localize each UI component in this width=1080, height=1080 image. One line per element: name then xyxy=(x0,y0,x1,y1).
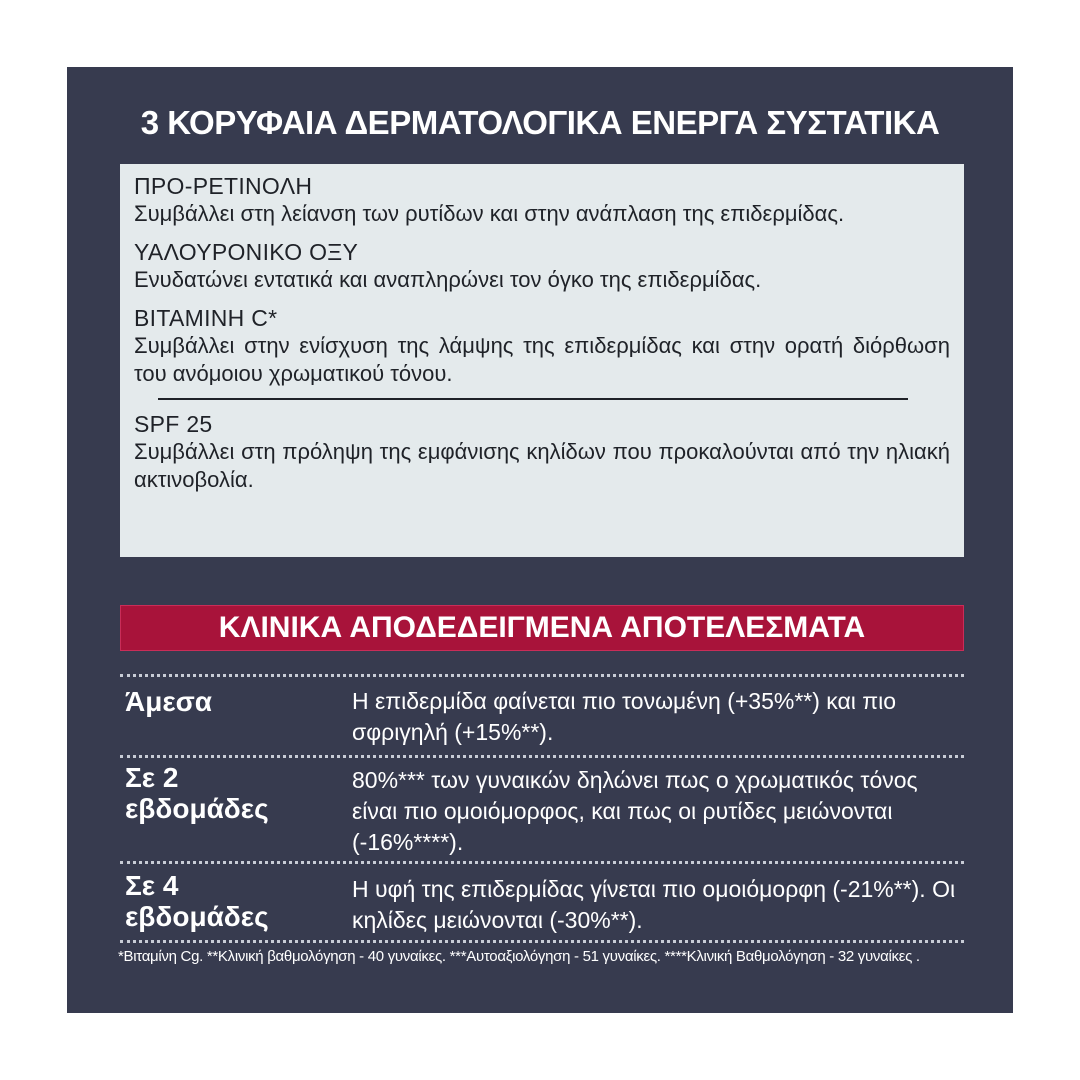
result-text: Η υφή της επιδερμίδας γίνεται πιο ομοιόμορφη (-21%**). Οι κηλίδες μειώνονται (-30%**). xyxy=(352,876,956,933)
ingredient-name: ΠΡΟ-ΡΕΤΙΝΟΛΗ xyxy=(134,173,313,199)
ingredient-item xyxy=(134,172,950,228)
ingredient-name: ΥΑΛΟΥΡΟΝΙΚΟ ΟΞΥ xyxy=(134,239,359,265)
results-banner: ΚΛΙΝΙΚΑ ΑΠΟΔΕΔΕΙΓΜΕΝΑ ΑΠΟΤΕΛΕΣΜΑΤΑ xyxy=(120,605,964,651)
ingredient-name: ΒΙΤΑΜΙΝΗ C* xyxy=(134,305,278,331)
ingredient-item xyxy=(134,304,950,388)
divider xyxy=(158,398,908,400)
result-label: Σε 2 εβδομάδες xyxy=(125,762,269,824)
ingredient-description: Συμβάλλει στην ενίσχυση της λάμψης της επιδερμίδας και στην ορατή διόρθωση του ανόμοιου χρωματικού τόνου. xyxy=(134,333,950,386)
result-label: Άμεσα xyxy=(125,686,213,717)
dotted-divider xyxy=(120,861,964,864)
spf-description: Συμβάλλει στη πρόληψη της εμφάνισης κηλίδων που προκαλούνται από την ηλιακή ακτινοβολία. xyxy=(134,439,950,492)
spf-name: SPF 25 xyxy=(134,411,213,437)
result-label: Σε 4 εβδομάδες xyxy=(125,870,269,932)
dotted-divider xyxy=(120,674,964,677)
page-title: 3 ΚΟΡΥΦΑΙΑ ΔΕΡΜΑΤΟΛΟΓΙΚΑ ΕΝΕΡΓΑ ΣΥΣΤΑΤΙΚΑ xyxy=(140,104,940,141)
result-text: 80%*** των γυναικών δηλώνει πως ο χρωματικός τόνος είναι πιο ομοιόμορφος, και πως οι ρυτίδες μειώνονται (-16%****). xyxy=(352,767,918,855)
ingredient-description: Ενυδατώνει εντατικά και αναπληρώνει τον όγκο της επιδερμίδας. xyxy=(134,267,762,292)
spf-item xyxy=(134,410,950,494)
footnote: *Βιταμίνη Cg. **Κλινική βαθμολόγηση - 40 γυναίκες. ***Αυτοαξιολόγηση - 51 γυναίκες. ****Κλινική Βαθμολόγηση - 32 γυναίκες . xyxy=(118,948,920,965)
ingredient-description: Συμβάλλει στη λείανση των ρυτίδων και στην ανάπλαση της επιδερμίδας. xyxy=(134,201,845,226)
ingredients-box xyxy=(120,164,964,557)
dotted-divider xyxy=(120,755,964,758)
ingredient-item xyxy=(134,238,950,294)
dotted-divider xyxy=(120,940,964,943)
result-text: Η επιδερμίδα φαίνεται πιο τονωμένη (+35%**) και πιο σφριγηλή (+15%**). xyxy=(352,688,897,745)
